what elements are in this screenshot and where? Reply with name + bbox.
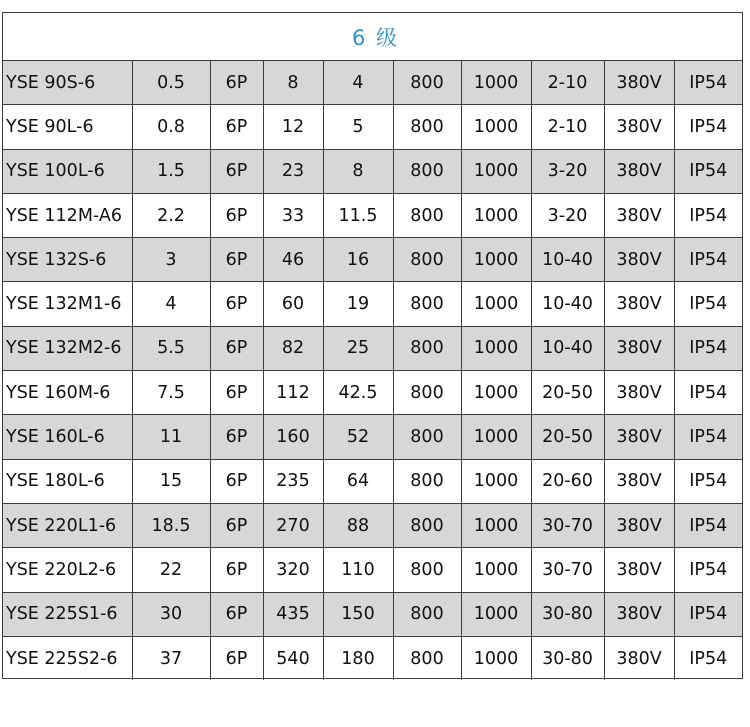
- table-cell: 380V: [604, 415, 674, 459]
- table-cell: 10-40: [531, 326, 604, 370]
- table-cell: IP54: [674, 636, 742, 680]
- table-cell: 160: [263, 415, 323, 459]
- table-row: [3, 592, 742, 636]
- table-cell: 22: [132, 548, 210, 592]
- table-cell: IP54: [674, 459, 742, 503]
- table-cell: 380V: [604, 326, 674, 370]
- table-cell: 380V: [604, 61, 674, 105]
- table-cell: 30-70: [531, 548, 604, 592]
- table-cell: 380V: [604, 105, 674, 149]
- table-cell: 88: [323, 503, 393, 547]
- table-row: [3, 636, 742, 680]
- table-cell: IP54: [674, 238, 742, 282]
- table-cell: 1000: [461, 149, 531, 193]
- table-cell: 6P: [210, 636, 263, 680]
- table-cell: 15: [132, 459, 210, 503]
- table-cell: 112: [263, 371, 323, 415]
- table-cell: 16: [323, 238, 393, 282]
- table-cell: 800: [393, 415, 461, 459]
- table-cell: 1000: [461, 415, 531, 459]
- model-cell: YSE 90S-6: [3, 61, 132, 105]
- table-cell: 6P: [210, 238, 263, 282]
- table-cell: 11.5: [323, 193, 393, 237]
- model-cell: YSE 100L-6: [3, 149, 132, 193]
- model-cell: YSE 132S-6: [3, 238, 132, 282]
- table-cell: 380V: [604, 282, 674, 326]
- table-cell: IP54: [674, 548, 742, 592]
- model-cell: YSE 180L-6: [3, 459, 132, 503]
- table-cell: 64: [323, 459, 393, 503]
- table-cell: 6P: [210, 415, 263, 459]
- model-cell: YSE 225S2-6: [3, 636, 132, 680]
- table-cell: 0.8: [132, 105, 210, 149]
- table-row: [3, 282, 742, 326]
- table-cell: 5: [323, 105, 393, 149]
- table-row: [3, 459, 742, 503]
- table-cell: 1000: [461, 636, 531, 680]
- table-cell: 30-80: [531, 636, 604, 680]
- table-cell: 800: [393, 636, 461, 680]
- table-cell: 435: [263, 592, 323, 636]
- table-cell: 42.5: [323, 371, 393, 415]
- table-cell: 6P: [210, 548, 263, 592]
- table-cell: 1.5: [132, 149, 210, 193]
- table-cell: IP54: [674, 371, 742, 415]
- table-cell: IP54: [674, 592, 742, 636]
- table-cell: 380V: [604, 149, 674, 193]
- model-cell: YSE 160L-6: [3, 415, 132, 459]
- table-cell: 380V: [604, 238, 674, 282]
- table-cell: 2-10: [531, 105, 604, 149]
- table-cell: 6P: [210, 592, 263, 636]
- table-cell: 25: [323, 326, 393, 370]
- table-cell: 1000: [461, 371, 531, 415]
- table-cell: 380V: [604, 548, 674, 592]
- model-cell: YSE 132M2-6: [3, 326, 132, 370]
- table-cell: 1000: [461, 459, 531, 503]
- table-cell: 5.5: [132, 326, 210, 370]
- table-cell: 82: [263, 326, 323, 370]
- table-cell: IP54: [674, 282, 742, 326]
- table-cell: 1000: [461, 548, 531, 592]
- table-cell: 1000: [461, 282, 531, 326]
- table-cell: 800: [393, 282, 461, 326]
- table-cell: 6P: [210, 459, 263, 503]
- spec-table-sheet: [2, 12, 743, 679]
- table-cell: 6P: [210, 149, 263, 193]
- table-cell: 10-40: [531, 238, 604, 282]
- spec-table: [3, 61, 742, 680]
- table-cell: 33: [263, 193, 323, 237]
- table-cell: IP54: [674, 503, 742, 547]
- table-cell: 46: [263, 238, 323, 282]
- table-cell: IP54: [674, 415, 742, 459]
- table-cell: 800: [393, 61, 461, 105]
- table-row: [3, 149, 742, 193]
- table-cell: 380V: [604, 193, 674, 237]
- table-row: [3, 548, 742, 592]
- table-cell: 20-50: [531, 371, 604, 415]
- model-cell: YSE 220L2-6: [3, 548, 132, 592]
- table-cell: 6P: [210, 503, 263, 547]
- table-cell: 180: [323, 636, 393, 680]
- table-cell: 20-60: [531, 459, 604, 503]
- table-cell: 800: [393, 326, 461, 370]
- table-cell: 1000: [461, 503, 531, 547]
- table-cell: 30: [132, 592, 210, 636]
- table-cell: 1000: [461, 193, 531, 237]
- table-cell: 1000: [461, 61, 531, 105]
- table-row: [3, 503, 742, 547]
- table-cell: 10-40: [531, 282, 604, 326]
- table-cell: 380V: [604, 371, 674, 415]
- table-cell: 3-20: [531, 149, 604, 193]
- table-row: [3, 326, 742, 370]
- table-cell: 320: [263, 548, 323, 592]
- table-row: [3, 105, 742, 149]
- table-cell: 37: [132, 636, 210, 680]
- table-cell: 800: [393, 503, 461, 547]
- table-cell: 800: [393, 105, 461, 149]
- table-cell: 800: [393, 459, 461, 503]
- table-row: [3, 193, 742, 237]
- table-cell: 1000: [461, 238, 531, 282]
- table-cell: IP54: [674, 61, 742, 105]
- table-cell: 380V: [604, 459, 674, 503]
- table-cell: 1000: [461, 105, 531, 149]
- table-cell: 800: [393, 371, 461, 415]
- table-cell: IP54: [674, 193, 742, 237]
- table-cell: 4: [323, 61, 393, 105]
- table-cell: 18.5: [132, 503, 210, 547]
- table-cell: 150: [323, 592, 393, 636]
- table-cell: 235: [263, 459, 323, 503]
- table-cell: 3: [132, 238, 210, 282]
- table-cell: 800: [393, 548, 461, 592]
- table-cell: 8: [323, 149, 393, 193]
- model-cell: YSE 90L-6: [3, 105, 132, 149]
- table-cell: 19: [323, 282, 393, 326]
- table-cell: 3-20: [531, 193, 604, 237]
- table-cell: 8: [263, 61, 323, 105]
- table-cell: 800: [393, 149, 461, 193]
- table-row: [3, 371, 742, 415]
- table-cell: 30-80: [531, 592, 604, 636]
- table-cell: 1000: [461, 326, 531, 370]
- table-cell: 6P: [210, 371, 263, 415]
- table-cell: 800: [393, 592, 461, 636]
- table-title-text: 6 级: [351, 25, 400, 50]
- table-cell: 380V: [604, 503, 674, 547]
- table-cell: 12: [263, 105, 323, 149]
- table-cell: 380V: [604, 592, 674, 636]
- model-cell: YSE 132M1-6: [3, 282, 132, 326]
- table-cell: 270: [263, 503, 323, 547]
- table-cell: 20-50: [531, 415, 604, 459]
- table-cell: 1000: [461, 592, 531, 636]
- table-body: [3, 61, 742, 680]
- table-cell: IP54: [674, 149, 742, 193]
- table-cell: 7.5: [132, 371, 210, 415]
- model-cell: YSE 112M-A6: [3, 193, 132, 237]
- table-cell: 0.5: [132, 61, 210, 105]
- model-cell: YSE 160M-6: [3, 371, 132, 415]
- table-cell: IP54: [674, 105, 742, 149]
- table-cell: 800: [393, 238, 461, 282]
- table-row: [3, 415, 742, 459]
- table-cell: 52: [323, 415, 393, 459]
- model-cell: YSE 220L1-6: [3, 503, 132, 547]
- table-cell: 6P: [210, 326, 263, 370]
- table-cell: 11: [132, 415, 210, 459]
- table-cell: 540: [263, 636, 323, 680]
- table-cell: 110: [323, 548, 393, 592]
- table-cell: 6P: [210, 282, 263, 326]
- table-cell: 6P: [210, 193, 263, 237]
- table-cell: 6P: [210, 61, 263, 105]
- table-cell: 380V: [604, 636, 674, 680]
- model-cell: YSE 225S1-6: [3, 592, 132, 636]
- table-cell: 6P: [210, 105, 263, 149]
- table-cell: 800: [393, 193, 461, 237]
- table-cell: IP54: [674, 326, 742, 370]
- table-cell: 60: [263, 282, 323, 326]
- table-cell: 30-70: [531, 503, 604, 547]
- table-row: [3, 61, 742, 105]
- table-row: [3, 238, 742, 282]
- table-cell: 4: [132, 282, 210, 326]
- table-title: [3, 13, 742, 61]
- table-cell: 2.2: [132, 193, 210, 237]
- table-cell: 2-10: [531, 61, 604, 105]
- table-cell: 23: [263, 149, 323, 193]
